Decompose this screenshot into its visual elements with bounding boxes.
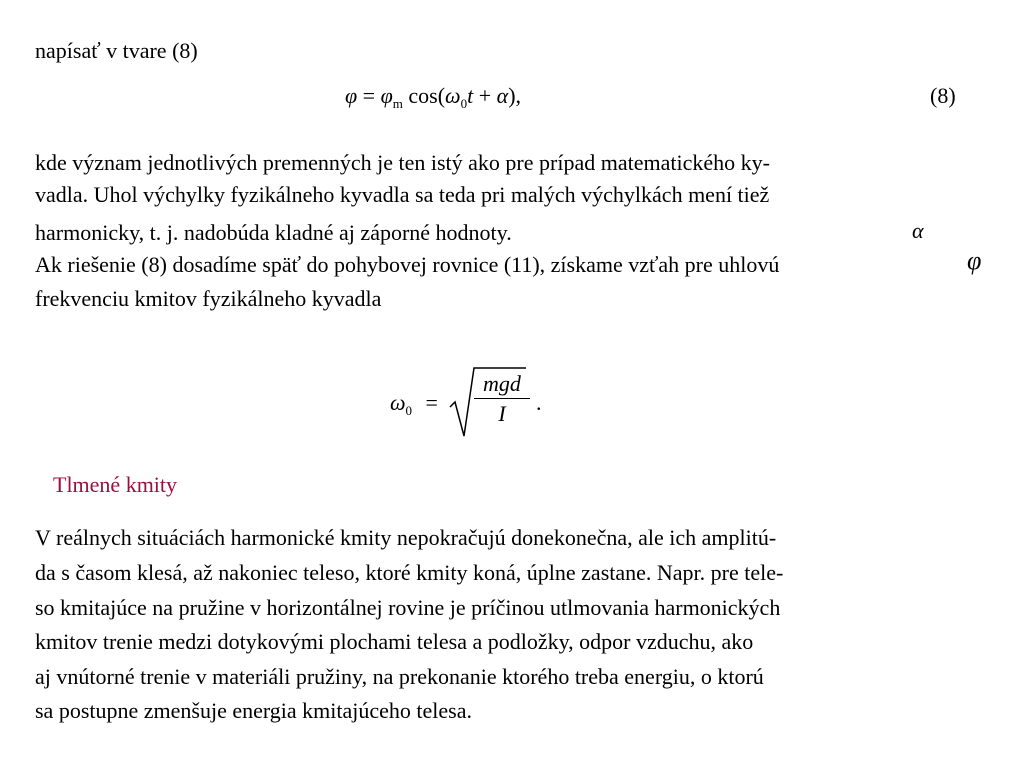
subscript-0: 0: [460, 96, 468, 111]
para2-line-4: kmitov trenie medzi dotykovými plochami telesa a podložky, odpor vzduchu, ako: [35, 629, 754, 654]
para1-line-5: frekvenciu kmitov fyzikálneho kyvadla: [35, 286, 382, 311]
omega-symbol: ω: [445, 83, 461, 108]
phi-symbol: φ: [345, 83, 358, 108]
subscript-0: 0: [405, 403, 413, 418]
stray-alpha-symbol: α: [912, 218, 924, 243]
para2-line-1: V reálnych situáciách harmonické kmity nepokračujú donekonečna, ale ich amplitú-: [35, 525, 777, 550]
fraction-denominator: I: [498, 401, 506, 426]
alpha-symbol: α: [496, 83, 509, 108]
time-variable: t: [467, 83, 474, 108]
para2-line-6: sa postupne zmenšuje energia kmitajúceho telesa.: [35, 698, 473, 723]
equation-8: [345, 83, 521, 109]
equation-period: .: [536, 390, 542, 415]
equals-sign: =: [425, 390, 438, 415]
para2-line-2: da s časom klesá, až nakoniec teleso, ktoré kmity koná, úplne zastane. Napr. pre tele-: [35, 560, 784, 585]
para1-line-2: vadla. Uhol výchylky fyzikálneho kyvadla sa teda pri malých výchylkách mení tiež: [35, 182, 770, 207]
fraction-numerator: mgd: [474, 370, 530, 399]
section-heading: Tlmené kmity: [53, 472, 178, 497]
fraction: [474, 370, 530, 429]
equals-sign: =: [362, 83, 376, 108]
equation-number-8: (8): [930, 83, 956, 108]
para1-line-4: Ak riešenie (8) dosadíme späť do pohybovej rovnice (11), získame vzťah pre uhlovú: [35, 252, 780, 277]
para1-line-3: harmonicky, t. j. nadobúda kladné aj záporné hodnoty.: [35, 220, 512, 245]
subscript-m: m: [392, 96, 403, 111]
para2-line-3: so kmitajúce na pružine v horizontálnej rovine je príčinou utlmovania harmonických: [35, 595, 781, 620]
para1-line-1: kde význam jednotlivých premenných je ten istý ako pre prípad matematického ky-: [35, 150, 770, 175]
para2-line-5: aj vnútorné trenie v materiáli pružiny, na prekonanie ktorého treba energiu, o ktorú: [35, 664, 764, 689]
phi-m-symbol: φ: [380, 83, 393, 108]
intro-text: napísať v tvare (8): [35, 38, 198, 63]
closing-paren: ),: [508, 83, 522, 108]
stray-phi-symbol: φ: [967, 246, 982, 275]
omega-equation: [390, 362, 570, 442]
omega-symbol: ω: [390, 390, 406, 415]
plus-sign: +: [478, 83, 492, 108]
cos-function: cos(: [408, 83, 446, 108]
